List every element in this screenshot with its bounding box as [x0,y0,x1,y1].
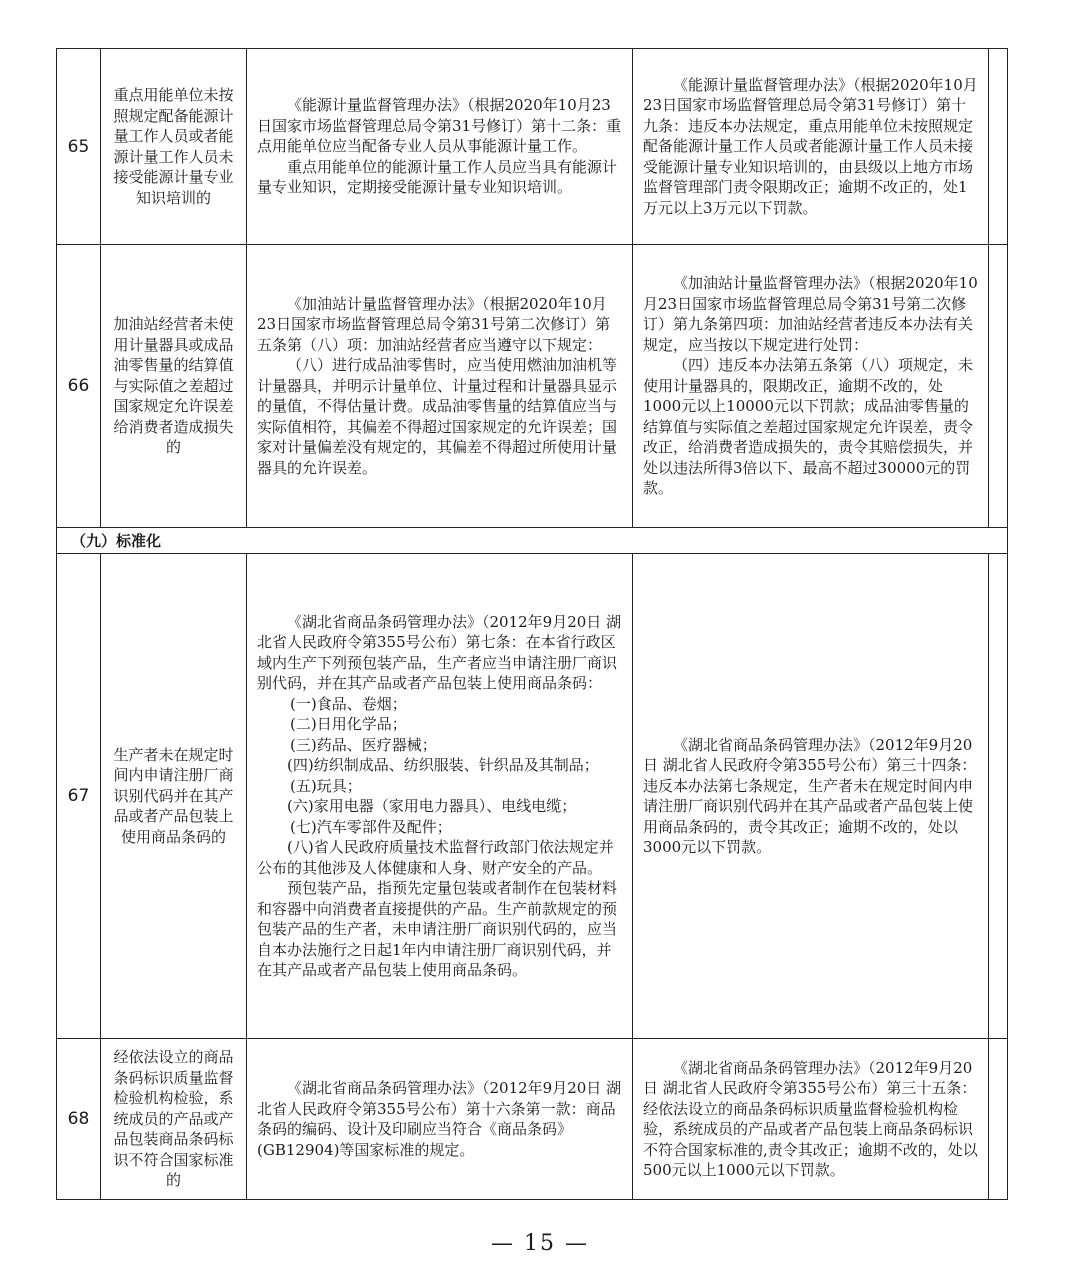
legal-basis-paragraph: 预包装产品，指预先定量包装或者制作在包装材料和容器中向消费者直接提供的产品。生产前款规定的预包装产品的生产者，未申请注册厂商识别代码的，应当自本办法施行之日起1年内申请注册厂商识别代码，并在其产品或者产品包装上使用商品条码。 [257,879,618,979]
legal-basis-item: (四)纺织制成品、纺织服装、针织品及其制品； [287,756,599,774]
penalty-paragraph: 《湖北省商品条码管理办法》（2012年9月20日 湖北省人民政府令第355号公布）第三十四条：违反本办法第七条规定，生产者未在规定时间内申请注册厂商识别代码并在其产品或者产品包装上使用商品条码的，责令其改正；逾期不改的，处以3000元以下罚款。 [643,735,977,856]
legal-basis-item: (五)玩具； [290,776,362,795]
legal-basis [247,1039,633,1200]
table-row [57,49,1008,245]
table-row [57,554,1008,1039]
penalty-basis [633,1039,989,1200]
remarks-cell [989,554,1008,1039]
violation-description: 生产者未在规定时间内申请注册厂商识别代码并在其产品或者产品包装上使用商品条码的 [101,554,247,1039]
penalty-basis [633,49,989,245]
section-title: （九）标准化 [57,528,1008,554]
penalty-basis [633,245,989,528]
penalty-paragraph: 《能源计量监督管理办法》（根据2020年10月23日国家市场监督管理总局令第31号修订）第十九条：违反本办法规定，重点用能单位未按照规定配备能源计量工作人员或者能源计量工作人员未接受能源计量专业知识培训的，由县级以上地方市场监督管理部门责令限期改正；逾期不改正的，处1万元以上3万元以下罚款。 [643,75,978,217]
row-number: 65 [57,49,101,245]
legal-basis [247,245,633,528]
penalty-basis [633,554,989,1039]
page-number: — 15 — [491,1231,589,1256]
section-row [57,528,1008,554]
legal-basis-item: (二)日用化学品； [290,715,407,733]
penalty-paragraph: 《湖北省商品条码管理办法》（2012年9月20日 湖北省人民政府令第355号公布）第三十五条：经依法设立的商品条码标识质量监督检验机构检验，系统成员的产品或者产品包装上商品条码标识不符合国家标准的,责令其改正；逾期不改的，处以500元以上1000元以下罚款。 [643,1058,978,1179]
legal-basis-paragraph: 《能源计量监督管理办法》（根据2020年10月23日国家市场监督管理总局令第31号修订）第十二条：重点用能单位应当配备专业人员从事能源计量工作。 [257,96,622,156]
violation-description: 经依法设立的商品条码标识质量监督检验机构检验，系统成员的产品或产品包装商品条码标识不符合国家标准的 [101,1039,247,1200]
legal-basis-item: (七)汽车零部件及配件； [290,817,452,836]
remarks-cell [989,49,1008,245]
legal-basis-item: (八)省人民政府质量技术监督行政部门依法规定并公布的其他涉及人体健康和人身、财产安全的产品。 [257,838,614,877]
row-number: 66 [57,245,101,528]
legal-basis-paragraph: （八）进行成品油零售时，应当使用燃油加油机等计量器具，并明示计量单位、计量过程和计量器具显示的量值，不得估量计费。成品油零售量的结算值应当与实际值相符，其偏差不得超过国家规定的允许误差；国家对计量偏差没有规定的，其偏差不得超过所使用计量器具的允许误差。 [257,356,618,477]
legal-basis-paragraph: 《湖北省商品条码管理办法》（2012年9月20日 湖北省人民政府令第355号公布）第七条：在本省行政区域内生产下列预包装产品，生产者应当申请注册厂商识别代码，并在其产品或者产品包装上使用商品条码： [257,612,622,692]
legal-basis-paragraph: 重点用能单位的能源计量工作人员应当具有能源计量专业知识，定期接受能源计量专业知识培训。 [257,157,618,197]
violation-description: 重点用能单位未按照规定配备能源计量工作人员或者能源计量工作人员未接受能源计量专业知识培训的 [101,49,247,245]
table-row [57,1039,1008,1200]
legal-basis-paragraph: 《加油站计量监督管理办法》（根据2020年10月23日国家市场监督管理总局令第31号第二次修订）第五条第（八）项：加油站经营者应当遵守以下规定： [257,294,611,354]
penalty-paragraph: 《加油站计量监督管理办法》（根据2020年10月23日国家市场监督管理总局令第31号第二次修订）第九条第四项：加油站经营者违反本办法有关规定，应当按以下规定进行处罚： [643,274,978,354]
violation-description: 加油站经营者未使用计量器具或成品油零售量的结算值与实际值之差超过国家规定允许误差给消费者造成损失的 [101,245,247,528]
row-number: 67 [57,554,101,1039]
penalty-paragraph: （四）违反本办法第五条第（八）项规定，未使用计量器具的，限期改正，逾期不改的，处1000元以上10000元以下罚款；成品油零售量的结算值与实际值之差超过国家规定允许误差，责令改正，给消费者造成损失的，责令其赔偿损失，并处以违法所得3倍以下、最高不超过30000元的罚款。 [643,356,974,498]
table-row [57,245,1008,528]
legal-basis-item: (一)食品、卷烟； [290,694,407,713]
legal-basis-paragraph: 《湖北省商品条码管理办法》（2012年9月20日 湖北省人民政府令第355号公布）第十六条第一款：商品条码的编码、设计及印刷应当符合《商品条码》(GB12904)等国家标准的规定。 [257,1079,622,1159]
legal-basis [247,49,633,245]
legal-basis-item: (六)家用电器（家用电力器具）、电线电缆； [287,797,577,815]
row-number: 68 [57,1039,101,1200]
remarks-cell [989,245,1008,528]
remarks-cell [989,1039,1008,1200]
legal-basis [247,554,633,1039]
legal-basis-item: (三)药品、医疗器械； [290,735,437,754]
regulation-table [56,48,1008,1200]
